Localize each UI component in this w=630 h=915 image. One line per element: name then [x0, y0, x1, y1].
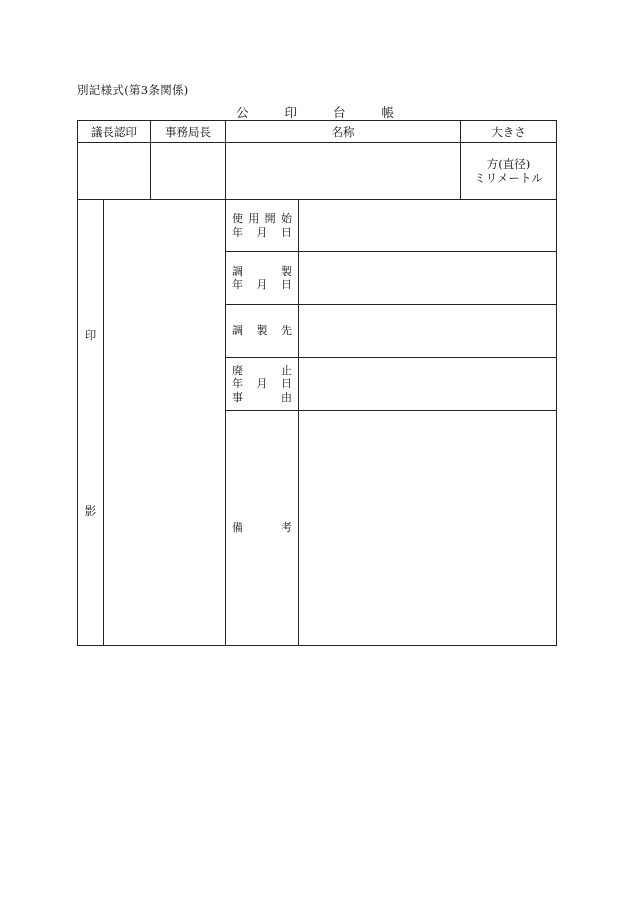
label-char: 月: [256, 377, 268, 391]
title-char: 台: [333, 105, 346, 120]
title-char: 印: [284, 105, 297, 120]
table-border-bottom: [77, 645, 557, 646]
form-title: [0, 103, 630, 121]
label-char: 調: [232, 264, 243, 278]
title-char: 公: [235, 105, 249, 120]
label-char: 始: [280, 212, 292, 225]
label-char: 日: [281, 278, 292, 291]
in-ei-label-top: 印: [84, 328, 97, 342]
label-char: 用: [248, 212, 260, 225]
label-char: 事: [232, 390, 243, 404]
label-char: 月: [256, 278, 268, 291]
size-unit-line1: 方(直径): [486, 157, 531, 171]
in-ei-divider: [103, 199, 104, 646]
size-unit-line2: ミリメートル: [474, 171, 543, 185]
label-shiyo-kaishi: [226, 200, 298, 251]
label-char: 廃: [232, 363, 243, 377]
label-char: 備: [232, 521, 243, 535]
label-char: 製: [281, 264, 292, 278]
label-char: 止: [281, 363, 292, 377]
table-border-right: [556, 120, 557, 646]
label-char: 使: [232, 212, 243, 225]
header-gicho-in: 議長認印: [91, 124, 137, 139]
label-char: 月: [256, 225, 268, 239]
label-haishi: [226, 358, 298, 410]
in-ei-label-bottom: 影: [84, 504, 97, 518]
label-char: 年: [232, 377, 243, 391]
label-choseisaki: [226, 305, 298, 357]
title-char: 帳: [381, 105, 395, 120]
label-char: 年: [232, 225, 243, 239]
label-char: 製: [256, 324, 268, 338]
header-jimukyokucho: 事務局長: [165, 124, 211, 139]
label-char: 年: [232, 278, 243, 291]
label-divider: [298, 199, 299, 646]
form-caption: 別記様式(第3条関係): [77, 83, 189, 97]
table-border-left: [77, 120, 78, 646]
header-meisho: 名称: [331, 124, 355, 139]
label-char: 考: [281, 521, 292, 535]
label-char: 開: [264, 212, 276, 225]
size-unit-cell: [461, 143, 556, 199]
label-char: 先: [281, 324, 292, 338]
label-char: 日: [281, 377, 292, 391]
label-char: 日: [281, 225, 292, 239]
section-divider: [77, 199, 557, 200]
label-char: 調: [232, 324, 243, 338]
label-biko: [226, 411, 298, 645]
label-chosei-date: [226, 252, 298, 304]
header-ookisa: 大きさ: [491, 124, 526, 139]
label-char: 由: [281, 390, 292, 404]
